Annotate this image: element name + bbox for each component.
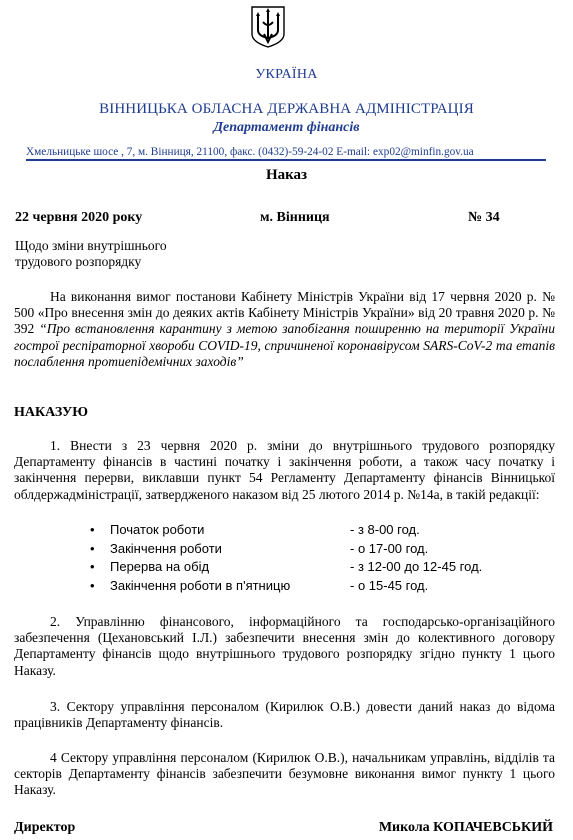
document-date: 22 червня 2020 року bbox=[15, 210, 143, 225]
bullet-icon: • bbox=[90, 559, 95, 574]
schedule-row bbox=[90, 559, 540, 578]
administration-name: ВІННИЦЬКА ОБЛАСНА ДЕРЖАВНА АДМІНІСТРАЦІЯ bbox=[99, 101, 474, 117]
order-item-3: 3. Сектору управління персоналом (Кирилюк О.В.) довести даний наказ до відома працівників Департаменту фінансів. bbox=[14, 699, 555, 731]
work-schedule-list bbox=[90, 522, 540, 596]
schedule-row bbox=[90, 522, 540, 541]
document-title: Наказ bbox=[265, 167, 308, 183]
order-item-1: 1. Внести з 23 червня 2020 р. зміни до внутрішнього трудового розпорядку Департаменту фінансів в частині початку і закінчення роботи, а також часу початку і закінчення перерви, виклавши пункт 54 Регламенту Департаменту фінансів Вінницької облдержадміністрації, затвердженого наказом від 25 лютого 2014 р. №14а, в такій редакції: bbox=[14, 438, 555, 502]
schedule-value: - о 15-45 год. bbox=[350, 577, 429, 593]
schedule-value: - о 17-00 год. bbox=[350, 540, 429, 556]
contact-line: Хмельницьке шосе , 7, м. Вінниця, 21100, факс. (0432)-59-24-02 E-mail: exp02@minfin.gov.ua bbox=[26, 146, 546, 161]
order-item-2: 2. Управлінню фінансового, інформаційного та господарсько-організаційного забезпечення (Цехановський І.Л.) забезпечити внесення змін до колективного договору Департаменту фінансів щодо внутрішнього трудового розпорядку згідно пункту 1 цього Наказу. bbox=[14, 614, 555, 678]
subject-line: трудового розпорядку bbox=[15, 254, 142, 269]
subject-line: Щодо зміни внутрішнього bbox=[15, 238, 167, 253]
bullet-icon: • bbox=[90, 577, 95, 593]
preamble-text: На виконання вимог постанови Кабінету Міністрів України від 17 червня 2020 р. № 500 «Про внесення змін до деяких актів Кабінету Міністрів України» від 20 травня 2020 р. № 392 bbox=[14, 289, 555, 337]
schedule-label: Закінчення роботи bbox=[110, 540, 222, 556]
bullet-icon: • bbox=[90, 540, 95, 556]
schedule-label: Перерва на обід bbox=[110, 559, 210, 574]
signer-title: Директор bbox=[14, 820, 76, 835]
order-item-4: 4 Сектору управління персоналом (Кирилюк О.В.), начальникам управлінь, відділів та секторів Департаменту фінансів забезпечити безумовне виконання вимог пункту 1 цього Наказу. bbox=[14, 750, 555, 798]
order-heading: НАКАЗУЮ bbox=[14, 405, 88, 420]
schedule-value: - з 12-00 до 12-45 год. bbox=[350, 559, 483, 574]
schedule-label: Закінчення роботи в п'ятницю bbox=[110, 577, 291, 593]
department-name: Департамент фінансів bbox=[213, 120, 360, 135]
country-name: УКРАЇНА bbox=[255, 67, 318, 82]
preamble-quote: “Про встановлення карантину з метою запобігання поширенню на території України гострої респіраторної хвороби COVID-19, спричиненої коронавірусом SARS-CoV-2 та етапів послаблення протиепідемічних заходів” bbox=[14, 321, 556, 369]
document-number: № 34 bbox=[468, 210, 500, 225]
document-subject bbox=[15, 238, 215, 270]
schedule-row bbox=[90, 541, 540, 560]
document-city: м. Вінниця bbox=[260, 210, 330, 225]
schedule-row bbox=[90, 578, 540, 597]
schedule-label: Початок роботи bbox=[110, 522, 205, 537]
schedule-value: - з 8-00 год. bbox=[350, 522, 420, 537]
preamble-paragraph bbox=[14, 289, 555, 370]
signer-name: Микола КОПАЧЕВСЬКИЙ bbox=[378, 820, 553, 835]
bullet-icon: • bbox=[90, 522, 95, 537]
trident-emblem-icon bbox=[249, 4, 287, 48]
